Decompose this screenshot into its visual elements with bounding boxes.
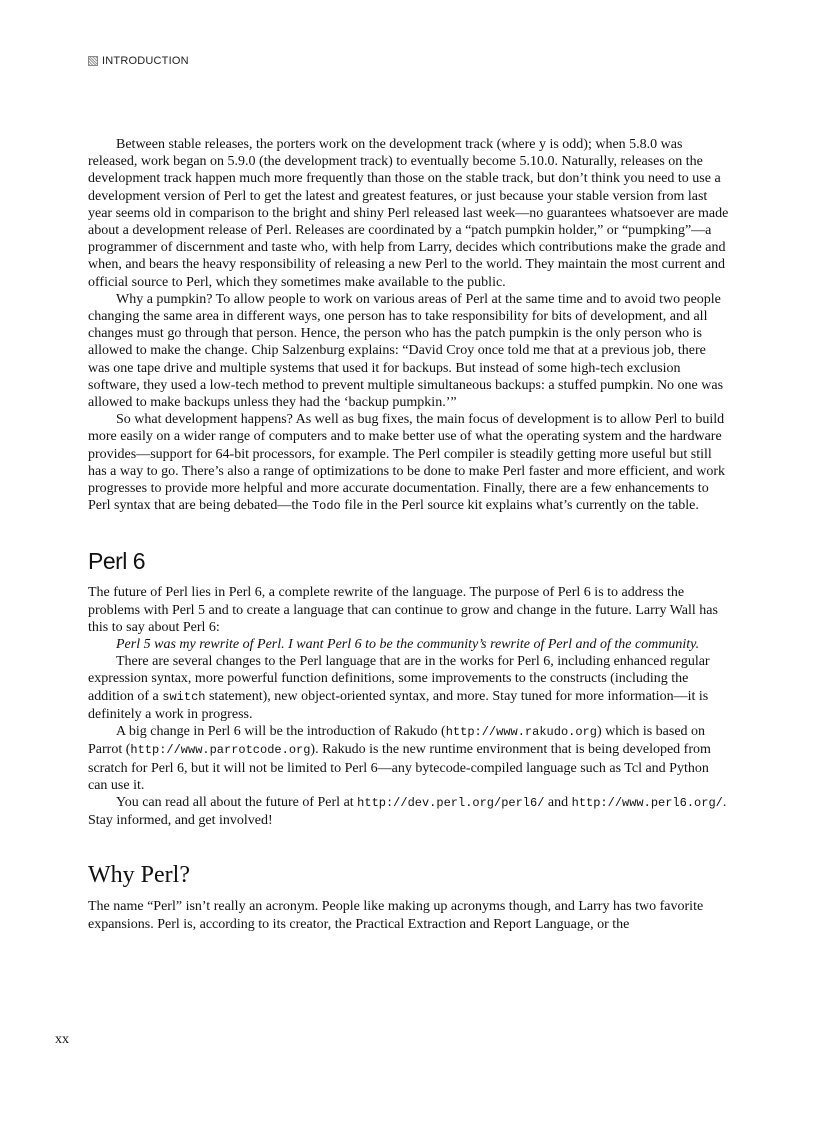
paragraph-perl6-changes (88, 653, 730, 723)
page-number: xx (55, 1032, 69, 1047)
text-run: . Stay informed, and get involved! (88, 794, 727, 829)
text-run: ). Rakudo is the new runtime environment that is being developed from scratch for Perl 6, but it will not be limited to Perl 6—any bytecode-compiled language such as Tcl and Python can use it. (88, 742, 711, 793)
paragraph-rakudo (88, 723, 730, 794)
code-todo: Todo (311, 499, 341, 514)
running-head-label: INTRODUCTION (102, 55, 189, 67)
text-run: statement), new object-oriented syntax, and more. Stay tuned for more information—it is definitely a work in progress. (88, 688, 709, 722)
text-run: file in the Perl source kit explains what’s currently on the table. (340, 498, 699, 514)
paragraph-pumpkin: Why a pumpkin? To allow people to work on various areas of Perl at the same time and to avoid two people changing the same area in different ways, one person has to take responsibility for bits of development, and all changes must go through that person. Hence, the person who has the patch pumpkin is the only person who is allowed to make the change. Chip Salzenburg explains: “David Croy once told me that at a previous job, there was one tape drive and multiple systems that used it for backups. But instead of some high-tech exclusion software, they used a low-tech method to prevent multiple simultaneous backups: a stuffed pumpkin. No one was allowed to make backups unless they had the ‘backup pumpkin.’” (88, 291, 724, 411)
text-run: You can read all about the future of Perl at (116, 794, 358, 810)
url-perl6-org: http://www.perl6.org/ (571, 795, 723, 810)
code-switch: switch (162, 689, 206, 704)
text-run: There are several changes to the Perl language that are in the works for Perl 6, including enhanced regular expression syntax, more powerful function definitions, some improvements to the constructs (including the addition of a (88, 654, 710, 704)
url-dev-perl6: http://dev.perl.org/perl6/ (357, 795, 545, 810)
paragraph-development-track: Between stable releases, the porters work on the development track (where y is odd); when 5.8.0 was released, work began on 5.9.0 (the development track) to eventually become 5.10.0. Naturally, releases on the development track happen much more frequently than those on the stable track, but don’t think you need to use a development version of Perl to get the latest and greatest features, or just because your stable version from last year seems old in comparison to the bright and shiny Perl released last week—no guarantees whatsoever are made about a development release of Perl. Releases are coordinated by a “patch pumpkin holder,” or “pumpking”—a programmer of discernment and taste who, with help from Larry, decides which contributions make the grade and when, and bears the heavy responsibility of releasing a new Perl to the world. They maintain the most current and official source to Perl, which they sometimes make available to the public. (88, 137, 729, 290)
text-run: So what development happens? As well as bug fixes, the main focus of development is to allow Perl to build more easily on a wider range of computers and to make better use of what the operating system and the hardware provides—support for 64-bit processors, for example. The Perl compiler is steadily getting more useful but still has a way to go. There’s also a range of optimizations to be done to make Perl faster and more efficient, and work progresses to provide more helpful and more accurate documentation. Finally, there are a few enhancements to Perl syntax that are being debated—the (88, 412, 726, 514)
section-marker-icon (88, 56, 98, 66)
paragraph-perl6-links (88, 794, 730, 829)
text-run: A big change in Perl 6 will be the introduction of Rakudo ( (116, 724, 446, 740)
paragraph-development-focus (88, 411, 730, 515)
paragraph-why-perl: The name “Perl” isn’t really an acronym. People like making up acronyms though, and Larry has two favorite expansions. Perl is, according to its creator, the Practical Extraction and Report Language, or the (88, 899, 704, 932)
running-head (88, 55, 189, 67)
paragraph-perl6-intro: The future of Perl lies in Perl 6, a complete rewrite of the language. The purpose of Perl 6 is to address the problems with Perl 5 and to create a language that can continue to grow and change in the future. Larry Wall has this to say about Perl 6: (88, 585, 718, 635)
quote-larry-wall: Perl 5 was my rewrite of Perl. I want Perl 6 to be the community’s rewrite of Perl and of the community. (116, 637, 700, 653)
text-run: and (544, 794, 572, 810)
text-run: ) which is based on Parrot ( (88, 724, 706, 758)
heading-why-perl: Why Perl? (88, 862, 190, 889)
url-rakudo: http://www.rakudo.org (445, 725, 597, 740)
heading-perl6: Perl 6 (88, 548, 146, 575)
url-parrot: http://www.parrotcode.org (130, 743, 311, 758)
page-body (88, 136, 730, 933)
